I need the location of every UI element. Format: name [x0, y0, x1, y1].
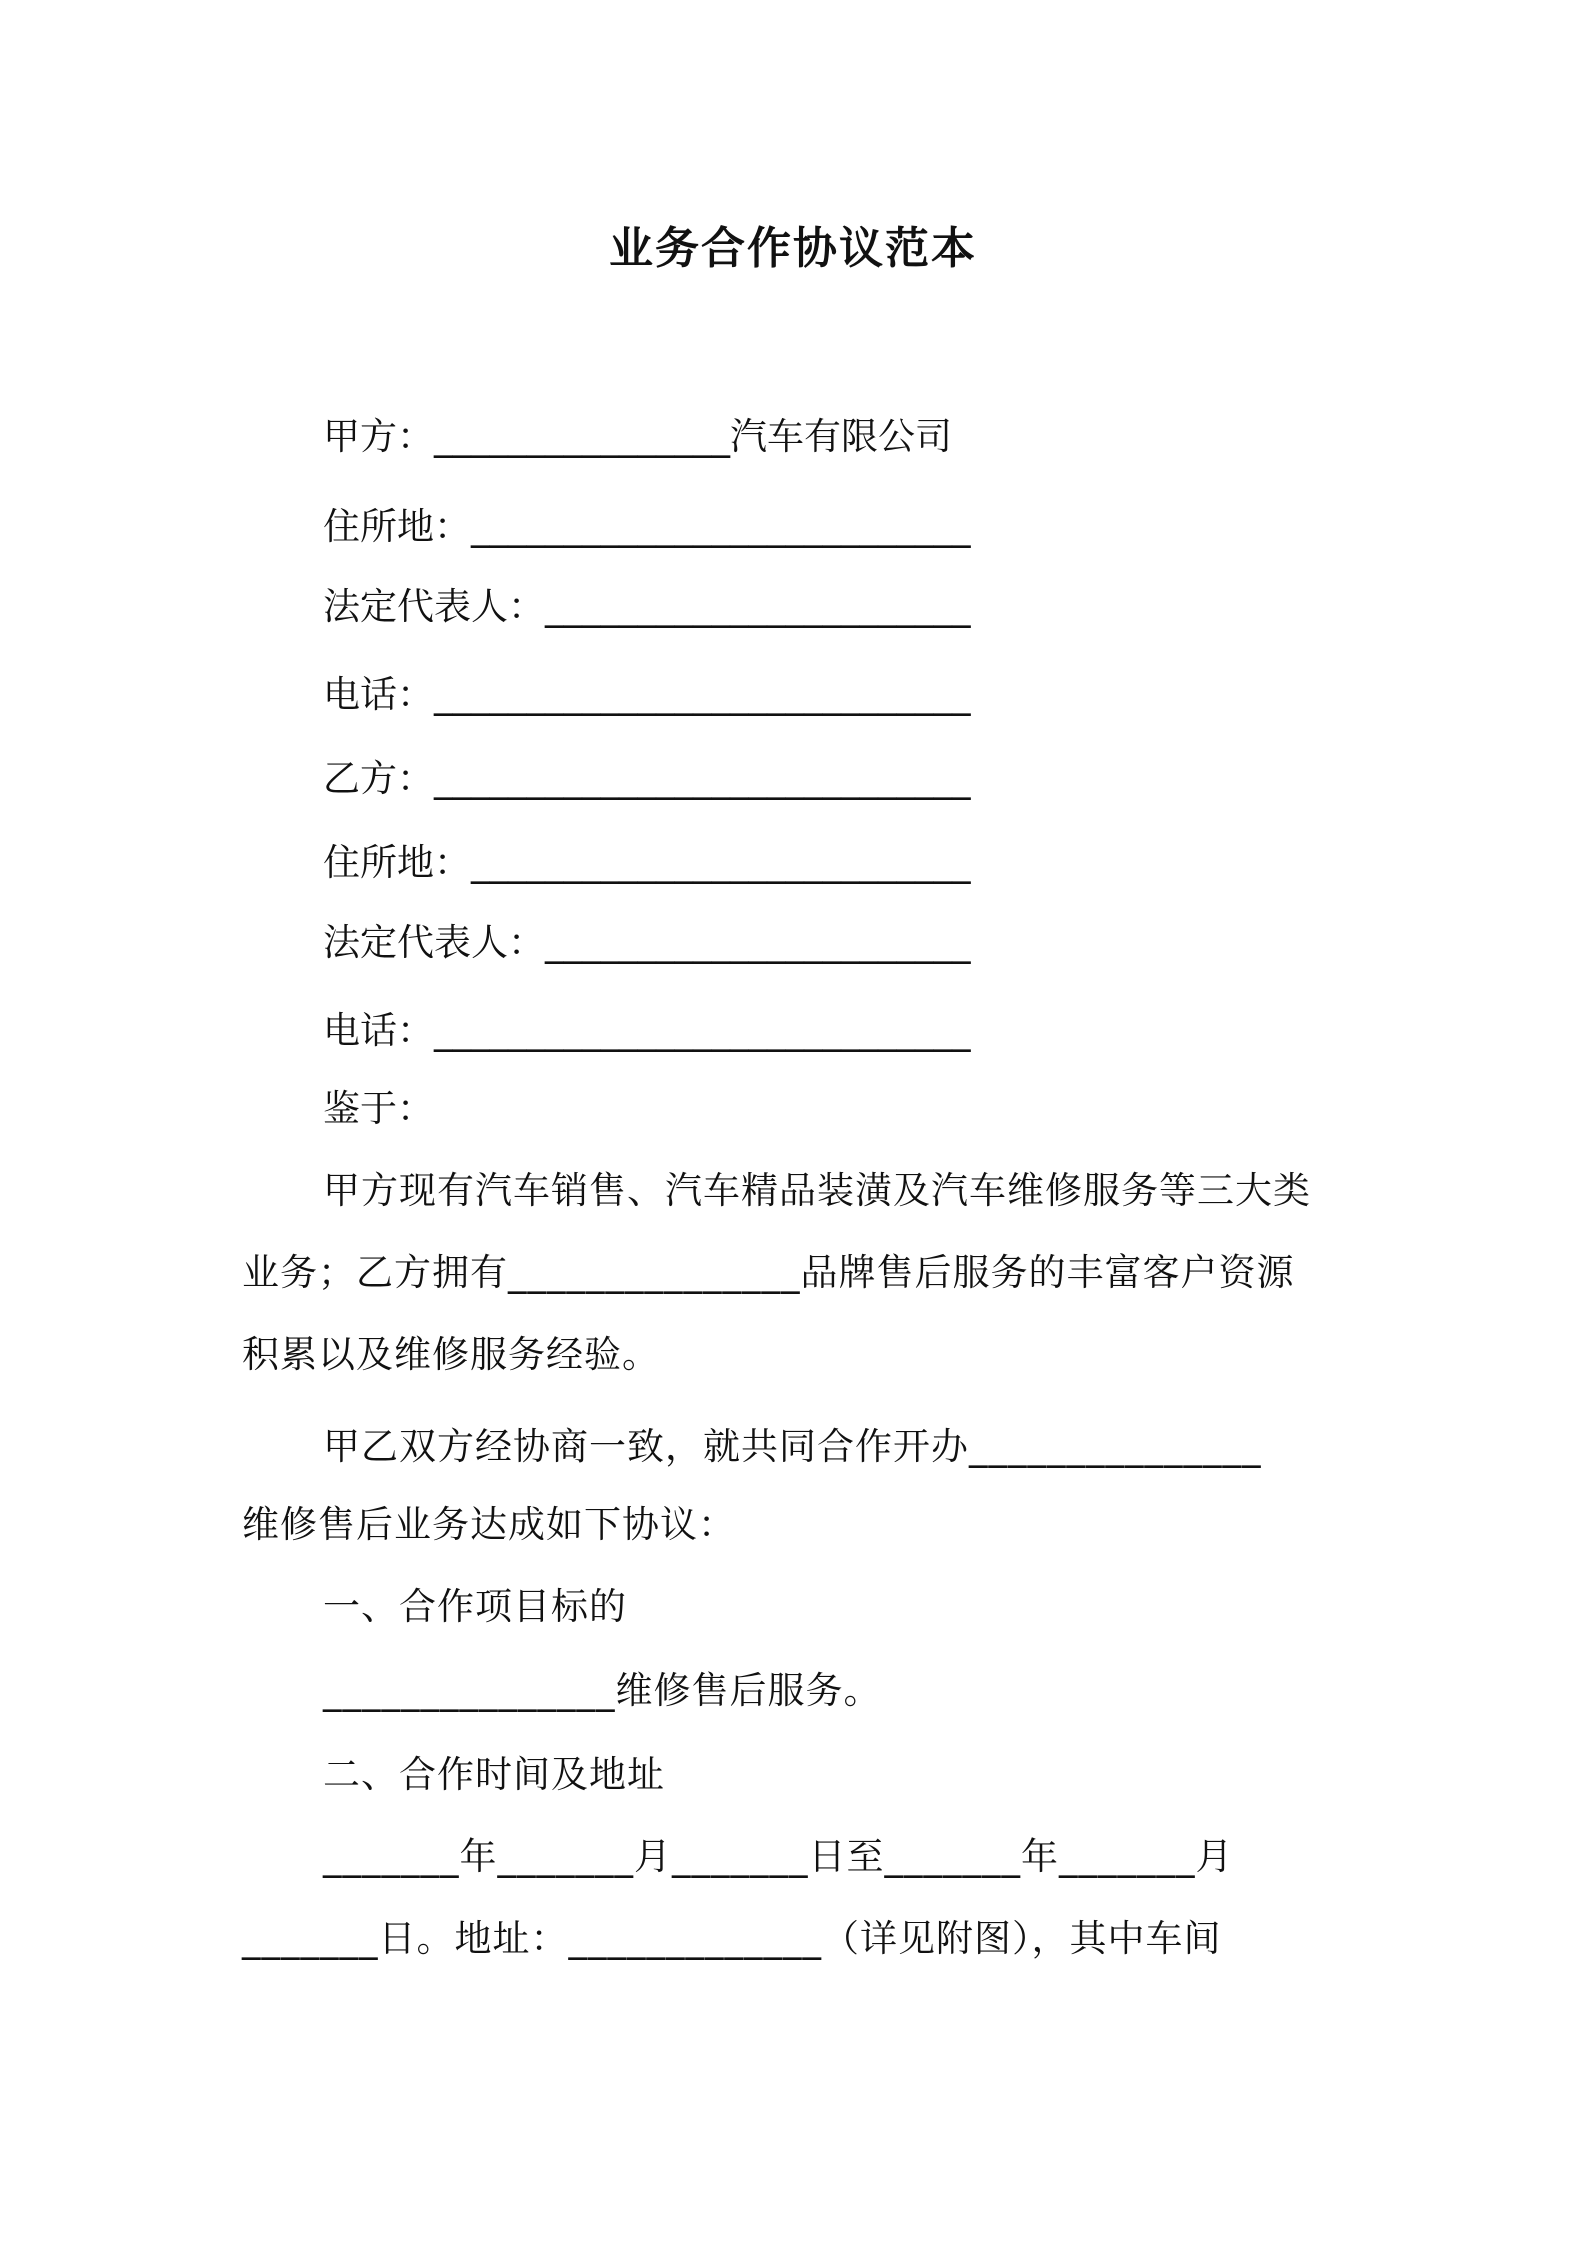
agreement-line-1: 甲乙双方经协商一致，就共同合作开办_______________	[323, 1425, 1262, 1468]
party-b-address-label: 住所地：	[323, 841, 471, 884]
party-b-blank: _____________________________	[434, 757, 971, 800]
section-2-line-2: _______日。地址：_____________（详见附图），其中车间	[242, 1917, 1222, 1960]
party-a-address-blank: ___________________________	[471, 505, 971, 548]
party-b-line	[323, 757, 971, 800]
party-a-rep-line	[323, 585, 971, 628]
party-b-label: 乙方：	[323, 757, 434, 800]
whereas-line-3: 积累以及维修服务经验。	[242, 1333, 660, 1376]
party-a-rep-label: 法定代表人：	[323, 585, 545, 628]
party-a-line	[323, 415, 952, 458]
section-2-line-1: _______年_______月_______日至_______年_______月	[323, 1835, 1234, 1878]
whereas-label: 鉴于：	[323, 1087, 434, 1130]
party-a-phone-blank: _____________________________	[434, 673, 971, 716]
party-b-address-line	[323, 841, 971, 884]
party-b-rep-line	[323, 921, 971, 964]
party-b-address-blank: ___________________________	[471, 841, 971, 884]
party-a-blank: ________________	[434, 415, 730, 458]
party-b-phone-label: 电话：	[323, 1009, 434, 1052]
party-b-phone-blank: _____________________________	[434, 1009, 971, 1052]
party-b-rep-label: 法定代表人：	[323, 921, 545, 964]
party-a-suffix: 汽车有限公司	[730, 415, 952, 458]
party-b-rep-blank: _______________________	[545, 921, 971, 964]
party-a-address-line	[323, 505, 971, 548]
whereas-line-2: 业务；乙方拥有_______________品牌售后服务的丰富客户资源	[242, 1251, 1295, 1294]
party-a-address-label: 住所地：	[323, 505, 471, 548]
section-2-title: 二、合作时间及地址	[323, 1753, 665, 1796]
party-a-phone-label: 电话：	[323, 673, 434, 716]
document-title: 业务合作协议范本	[609, 223, 977, 274]
party-a-label: 甲方：	[323, 415, 434, 458]
section-1-title: 一、合作项目标的	[323, 1585, 627, 1628]
agreement-line-2: 维修售后业务达成如下协议：	[242, 1503, 736, 1546]
party-b-phone-line	[323, 1009, 971, 1052]
party-a-rep-blank: _______________________	[545, 585, 971, 628]
section-1-body: _______________维修售后服务。	[323, 1669, 882, 1712]
whereas-line-1: 甲方现有汽车销售、汽车精品装潢及汽车维修服务等三大类	[323, 1169, 1311, 1212]
party-a-phone-line	[323, 673, 971, 716]
